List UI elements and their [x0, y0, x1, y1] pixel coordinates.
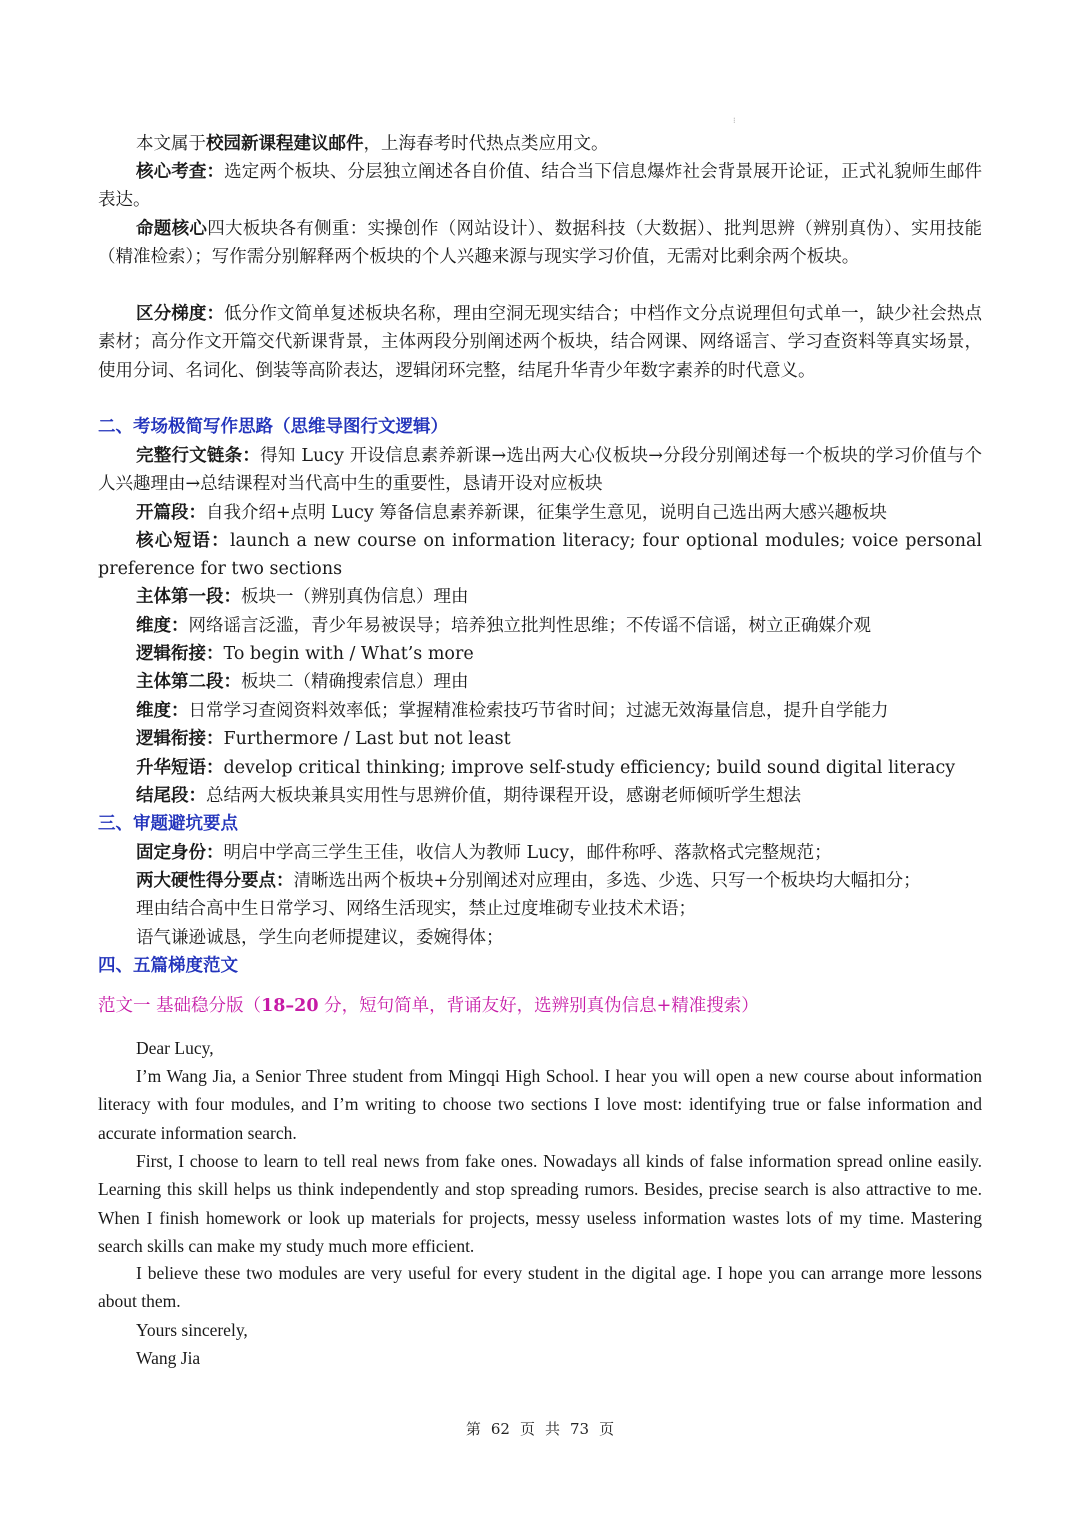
dimension2-text: 日常学习查阅资料效率低；掌握精准检索技巧节省时间；过滤无效海量信息，提升自学能力 — [188, 701, 889, 721]
intro-paragraph — [98, 130, 982, 158]
ending-label: 结尾段： — [136, 786, 206, 806]
sample-title-score: 18–20 — [261, 996, 319, 1016]
body2-line — [136, 668, 982, 696]
body1-label: 主体第一段： — [136, 587, 241, 607]
identity-label: 固定身份： — [136, 843, 224, 863]
corner-mark: ⁝ — [733, 116, 736, 125]
topic-core-text: 四大板块各有侧重：实操创作（网站设计）、数据科技（大数据）、批判思辨（辨别真伪）、实用技能（精准检索）；写作需分别解释两个板块的个人兴趣来源与现实学习价值，无需对比剩余两个板块。 — [98, 219, 983, 268]
sample-title-pre: 范文一 基础稳分版（ — [98, 996, 262, 1016]
body1-line — [136, 583, 982, 611]
ending-line — [136, 782, 982, 810]
core-check-label: 核心考查： — [136, 162, 225, 182]
link2-line — [136, 725, 982, 753]
intro-pre: 本文属于 — [136, 134, 206, 154]
link2-label: 逻辑衔接： — [136, 729, 224, 749]
footer-page-number: 62 — [490, 1420, 510, 1438]
gradient-label: 区分梯度： — [136, 304, 225, 324]
link1-label: 逻辑衔接： — [136, 644, 224, 664]
core-check-paragraph — [98, 158, 982, 215]
dimension2-label: 维度： — [136, 701, 189, 721]
sublimation-text: develop critical thinking; improve self-study efficiency; build sound digital literacy — [223, 758, 956, 778]
opening-text: 自我介绍+点明 Lucy 筹备信息素养新课，征集学生意见，说明自己选出两大感兴趣板块 — [206, 503, 887, 523]
sample-title — [98, 992, 982, 1020]
gradient-paragraph — [98, 300, 982, 385]
identity-line — [136, 839, 982, 867]
section2-heading-text: 二、考场极简写作思路（思维导图行文逻辑） — [98, 417, 448, 437]
dimension1-line — [136, 612, 982, 640]
core-phrase-paragraph — [98, 527, 982, 584]
sublimation-label: 升华短语： — [136, 758, 224, 778]
letter-paragraph-1: I’m Wang Jia, a Senior Three student from Mingqi High School. I hear you will open a new course about information literacy with four modules, and I’m writing to choose two sections I love most: identifying true or false information and accurate information search. — [98, 1066, 982, 1143]
identity-text: 明启中学高三学生王佳，收信人为教师 Lucy，邮件称呼、落款格式完整规范； — [223, 843, 832, 863]
core-phrase-label: 核心短语： — [136, 531, 230, 551]
scoring-label: 两大硬性得分要点： — [136, 871, 294, 891]
link1-line — [136, 640, 982, 668]
opening-label: 开篇段： — [136, 503, 206, 523]
footer-ye: 页 — [519, 1420, 535, 1438]
link2-text: Furthermore / Last but not least — [223, 729, 511, 749]
topic-core-paragraph — [98, 215, 982, 272]
tone-line: 语气谦逊诚恳，学生向老师提建议，委婉得体； — [136, 928, 504, 948]
body2-label: 主体第二段： — [136, 672, 241, 692]
letter-paragraph-2: First, I choose to learn to tell real news from fake ones. Nowadays all kinds of false information spread online easily. Learning this skill helps us think independently and stop spreading rumors. Besides, precise search is also attractive to me. When I finish homework or look up materials for projects, messy useless information wastes lots of my time. Mastering search skills can make my study much more efficient. — [98, 1151, 982, 1257]
topic-core-label: 命题核心 — [136, 219, 208, 239]
section3-heading-text: 三、审题避坑要点 — [98, 814, 238, 834]
letter-greeting: Dear Lucy, — [136, 1038, 214, 1058]
chain-paragraph — [98, 442, 982, 499]
letter-signature: Wang Jia — [136, 1348, 201, 1368]
section4-heading-text: 四、五篇梯度范文 — [98, 956, 238, 976]
body2-text: 板块二（精确搜索信息）理由 — [241, 672, 469, 692]
footer-gong: 共 — [545, 1420, 561, 1438]
section3-heading — [98, 810, 982, 838]
core-check-text: 选定两个板块、分层独立阐述各自价值、结合当下信息爆炸社会背景展开论证，正式礼貌师生邮件表达。 — [98, 162, 982, 211]
intro-post: ，上海春考时代热点类应用文。 — [363, 134, 609, 154]
section2-heading — [98, 413, 982, 441]
body1-text: 板块一（辨别真伪信息）理由 — [241, 587, 469, 607]
dimension1-label: 维度： — [136, 616, 189, 636]
letter-closing: Yours sincerely, — [136, 1320, 248, 1340]
footer-total-pages: 73 — [570, 1420, 590, 1438]
chain-label: 完整行文链条： — [136, 446, 261, 466]
footer-ye2: 页 — [599, 1420, 615, 1438]
opening-paragraph — [98, 499, 982, 527]
scoring-line — [136, 867, 982, 895]
core-phrase-text: launch a new course on information literacy; four optional modules; voice personal preference for two sections — [98, 531, 983, 580]
section4-heading — [98, 952, 982, 980]
gradient-text: 低分作文简单复述板块名称，理由空洞无现实结合；中档作文分点说理但句式单一，缺少社会热点素材；高分作文开篇交代新课背景，主体两段分别阐述两个板块，结合网课、网络谣言、学习查资料等真实场景，使用分词、名词化、倒装等高阶表达，逻辑闭环完整，结尾升华青少年数字素养的时代意义。 — [98, 304, 982, 381]
footer-di: 第 — [465, 1420, 481, 1438]
page-footer — [0, 1418, 1080, 1439]
chain-text: 得知 Lucy 开设信息素养新课→选出两大心仪板块→分段分别阐述每一个板块的学习价值与个人兴趣理由→总结课程对当代高中生的重要性，恳请开设对应板块 — [98, 446, 982, 495]
letter-paragraph-3: I believe these two modules are very useful for every student in the digital age. I hope you can arrange more lessons about them. — [98, 1263, 982, 1312]
dimension1-text: 网络谣言泛滥，青少年易被误导；培养独立批判性思维；不传谣不信谣，树立正确媒介观 — [188, 616, 871, 636]
dimension2-line — [136, 697, 982, 725]
reason-line: 理由结合高中生日常学习、网络生活现实，禁止过度堆砌专业技术术语； — [136, 899, 696, 919]
scoring-text: 清晰选出两个板块+分别阐述对应理由，多选、少选、只写一个板块均大幅扣分； — [293, 871, 921, 891]
sample-title-post: 分，短句简单，背诵友好，选辨别真伪信息+精准搜索） — [318, 996, 759, 1016]
ending-text: 总结两大板块兼具实用性与思辨价值，期待课程开设，感谢老师倾听学生想法 — [206, 786, 801, 806]
sublimation-line — [136, 754, 982, 782]
intro-bold: 校园新课程建议邮件 — [206, 134, 364, 154]
link1-text: To begin with / What’s more — [223, 644, 474, 664]
